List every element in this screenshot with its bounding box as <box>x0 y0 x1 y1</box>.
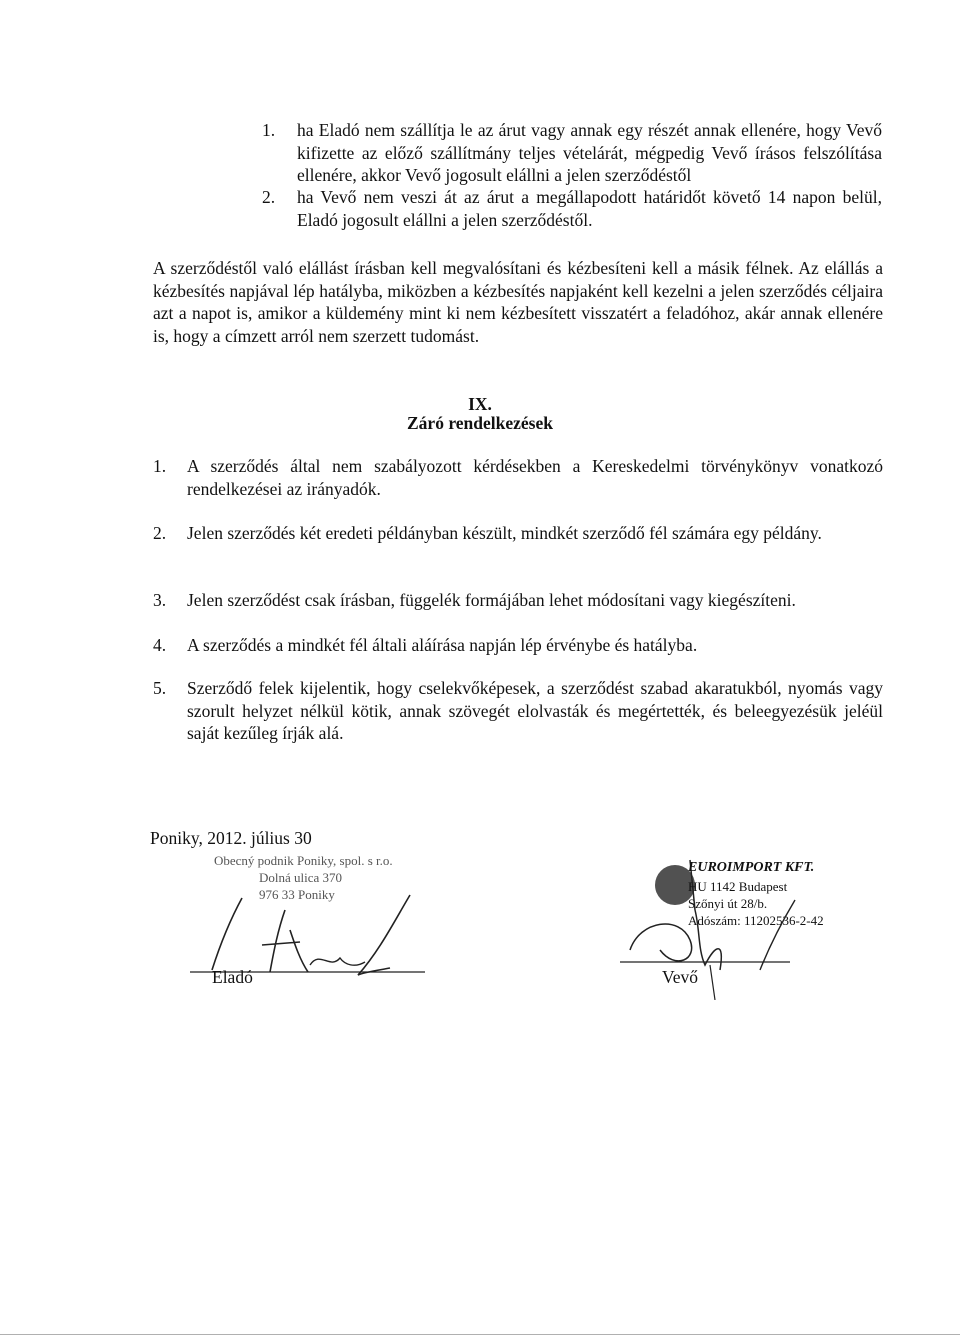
list1-item-1-number: 1. <box>262 120 276 140</box>
list1-item-1-text: ha Eladó nem szállítja le az árut vagy annak egy részét annak ellenére, hogy Vevő kifizette az előző szállítmány teljes vételárát, mégpedig Vevő írásos felszólítása ellenére, akkor Vevő jogosult elállni a jelen szerződéstől <box>297 120 882 185</box>
list2-item-3-text: Jelen szerződést csak írásban, függelék formájában lehet módosítani vagy kiegészíteni. <box>187 590 796 610</box>
place-date: Poniky, 2012. július 30 <box>150 828 312 848</box>
list2-item-5-text: Szerződő felek kijelentik, hogy cselekvőképesek, a szerződést szabad akaratukból, nyomás vagy szorult helyzet nélkül kötik, annak szövegét elolvasták és megértették, és beleegyezésük jeléül saját kezűleg írják alá. <box>187 678 883 743</box>
buyer-signature <box>620 880 820 1000</box>
list2-item-4-text: A szerződés a mindkét fél általi aláírása napján lép érvénybe és hatályba. <box>187 635 698 655</box>
seller-label: Eladó <box>212 967 253 987</box>
list1-item-2-number: 2. <box>262 187 276 207</box>
list1-item-2-text: ha Vevő nem veszi át az árut a megállapodott határidőt követő 14 napon belül, Eladó jogosult elállni a jelen szerződéstől. <box>297 187 882 230</box>
seller-stamp-line-1: Obecný podnik Poniky, spol. s r.o. <box>214 853 393 868</box>
list2-item-2-text: Jelen szerződés két eredeti példányban készült, mindkét szerződő fél számára egy példány. <box>187 523 822 543</box>
list2-item-1-text: A szerződés által nem szabályozott kérdésekben a Kereskedelmi törvénykönyv vonatkozó rendelkezései az irányadók. <box>187 456 883 499</box>
seller-stamp-line-2: Dolná ulica 370 <box>259 870 343 885</box>
buyer-stamp-line-4: Adószám: 11202536-2-42 <box>688 913 824 928</box>
list2-item-1-number: 1. <box>153 456 167 476</box>
buyer-label: Vevő <box>662 967 698 987</box>
buyer-stamp-line-3: Szőnyi út 28/b. <box>688 896 768 911</box>
withdrawal-paragraph: A szerződéstől való elállást írásban kell megvalósítani és kézbesíteni kell a másik félnek. Az elállás a kézbesítés napjával lép hatályba, miközben a kézbesítés napjaként kell kezelni a jelen szerződés céljaira azt a napot is, amikor a küldemény mint ki nem kézbesített visszatért a feladóhoz, akár annak ellenére is, hogy a címzett arról nem szerzett tudomást. <box>153 258 883 346</box>
page-bottom-edge <box>0 1334 960 1335</box>
buyer-stamp-line-1: EUROIMPORT KFT. <box>688 860 815 875</box>
list2-item-3-number: 3. <box>153 590 167 610</box>
seller-stamp-line-3: 976 33 Poniky <box>259 887 335 902</box>
list2-item-2-number: 2. <box>153 523 167 543</box>
list2-item-5-number: 5. <box>153 678 167 698</box>
buyer-stamp-line-2: HU 1142 Budapest <box>688 879 788 894</box>
list2-item-4-number: 4. <box>153 635 167 655</box>
section-title: Záró rendelkezések <box>407 413 553 433</box>
section-number: IX. <box>468 394 492 414</box>
